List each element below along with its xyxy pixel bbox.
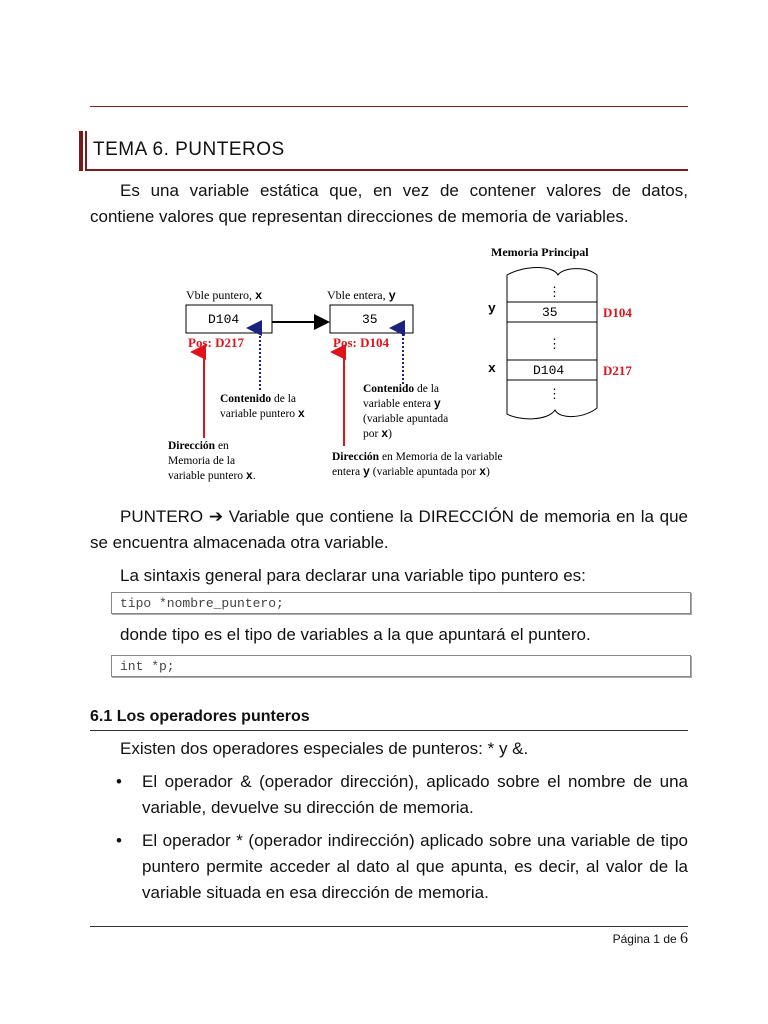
heading-underline bbox=[85, 169, 688, 171]
code-block-example: int *p; bbox=[111, 655, 691, 677]
direccion-int-text-2: entera y (variable apuntada por x) bbox=[332, 466, 490, 479]
pos-y-label: Pos: D104 bbox=[333, 335, 389, 350]
contenido-int-text-4: por x) bbox=[363, 428, 392, 441]
pointer-diagram bbox=[0, 238, 768, 498]
list-item bbox=[116, 828, 688, 906]
pos-x-label: Pos: D217 bbox=[188, 335, 244, 350]
direccion-ptr-text-3: variable puntero x. bbox=[168, 470, 256, 483]
pointer-value: D104 bbox=[208, 312, 240, 327]
code-block-declaration: tipo *nombre_puntero; bbox=[111, 592, 691, 614]
memory-label-x: x bbox=[488, 361, 496, 376]
memory-address-x: D217 bbox=[603, 363, 632, 378]
footer-rule bbox=[90, 926, 688, 927]
sintaxis-paragraph: La sintaxis general para declarar una variable tipo puntero es: bbox=[120, 566, 586, 585]
vble-entera-label: Vble entera, y bbox=[327, 288, 396, 303]
list-item-text: El operador * (operador indirección) aplicado sobre una variable de tipo puntero permite acceder al dato al que apunta, es decir, al valor de la variable situada en esa dirección de memoria. bbox=[142, 831, 688, 902]
chapter-heading bbox=[79, 131, 688, 171]
page-number: Página 1 de 6 bbox=[612, 930, 688, 947]
heading-bar bbox=[79, 131, 83, 171]
bullet-icon: • bbox=[116, 772, 122, 791]
memory-address-y: D104 bbox=[603, 305, 632, 320]
contenido-ptr-text-2: variable puntero x bbox=[220, 408, 305, 421]
direccion-ptr-text-2: Memoria de la bbox=[168, 455, 236, 467]
list-item bbox=[116, 769, 688, 821]
memory-dots-top: ⋮ bbox=[548, 284, 561, 299]
memory-value-x: D104 bbox=[533, 363, 565, 378]
contenido-ptr-text: Contenido de la bbox=[220, 393, 297, 405]
contenido-int-text: Contenido de la bbox=[363, 383, 440, 395]
memory-dots-bottom: ⋮ bbox=[548, 386, 561, 401]
memoria-principal-title: Memoria Principal bbox=[491, 245, 589, 259]
bullet-icon: • bbox=[116, 831, 122, 850]
puntero-definition: PUNTERO ➔ Variable que contiene la DIRECCIÓN de memoria en la que se encuentra almacenada otra variable. bbox=[90, 507, 688, 552]
section-intro: Existen dos operadores especiales de punteros: * y &. bbox=[120, 739, 529, 758]
heading-bar-thin bbox=[85, 131, 87, 171]
memory-label-y: y bbox=[488, 301, 496, 316]
direccion-ptr-text: Dirección en bbox=[168, 440, 229, 452]
donde-paragraph: donde tipo es el tipo de variables a la que apuntará el puntero. bbox=[120, 625, 591, 644]
memory-dots-mid: ⋮ bbox=[548, 336, 561, 351]
contenido-int-text-3: (variable apuntada bbox=[363, 413, 449, 425]
memory-value-y: 35 bbox=[542, 305, 558, 320]
contenido-int-text-2: variable entera y bbox=[363, 398, 441, 411]
int-value: 35 bbox=[362, 312, 378, 327]
intro-paragraph: Es una variable estática que, en vez de contener valores de datos, contiene valores que representan direcciones de memoria de variables. bbox=[90, 181, 688, 226]
direccion-int-text: Dirección en Memoria de la variable bbox=[332, 451, 503, 463]
list-item-text: El operador & (operador dirección), aplicado sobre el nombre de una variable, devuelve su dirección de memoria. bbox=[142, 772, 688, 817]
vble-puntero-label: Vble puntero, x bbox=[186, 288, 263, 303]
page-title: TEMA 6. PUNTEROS bbox=[93, 139, 285, 160]
section-heading: 6.1 Los operadores punteros bbox=[90, 708, 688, 731]
header-rule bbox=[90, 106, 688, 107]
